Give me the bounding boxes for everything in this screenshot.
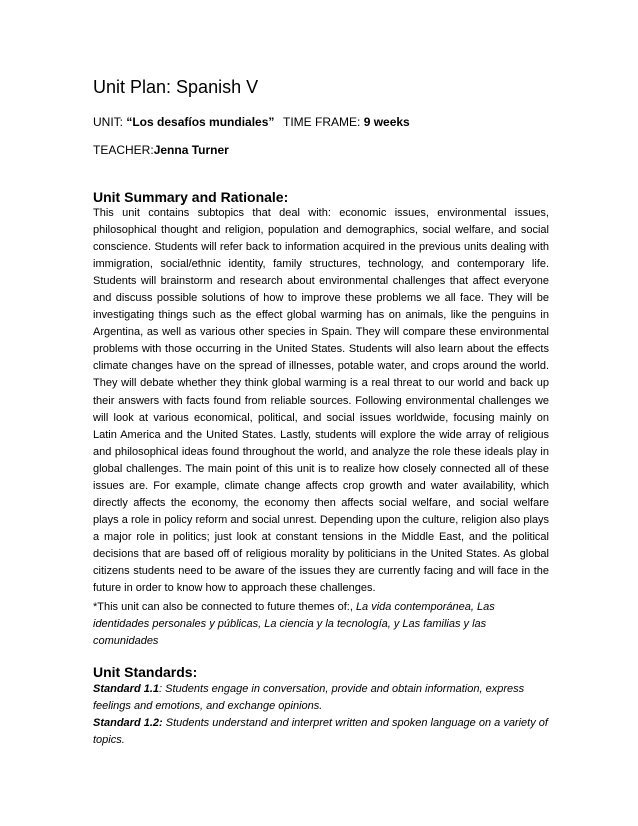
standard-item xyxy=(93,715,549,749)
unit-meta-line xyxy=(93,114,553,130)
standard-text: Students understand and interpret written and spoken language on a variety of topics. xyxy=(93,717,548,746)
timeframe-block xyxy=(283,114,410,130)
summary-heading: Unit Summary and Rationale: xyxy=(93,189,289,205)
standard-label: Standard 1.1 xyxy=(93,683,160,695)
themes-note xyxy=(93,599,549,650)
teacher-label: TEACHER: xyxy=(93,143,154,157)
teacher-line xyxy=(93,142,553,158)
teacher-value: Jenna Turner xyxy=(153,143,229,157)
page-title: Unit Plan: Spanish V xyxy=(93,77,259,97)
unit-value: “Los desafíos mundiales” xyxy=(126,115,275,129)
timeframe-label: TIME FRAME: xyxy=(283,115,361,129)
standard-item xyxy=(93,681,549,715)
themes-note-prefix: *This unit can also be connected to future themes of:, xyxy=(93,601,356,613)
standard-text: : Students engage in conversation, provide and obtain information, express feelings and emotions, and exchange opinions. xyxy=(93,683,525,712)
timeframe-value: 9 weeks xyxy=(363,115,410,129)
standards-heading: Unit Standards: xyxy=(93,664,198,680)
unit-label: UNIT: xyxy=(93,115,123,129)
summary-text: This unit contains subtopics that deal with: economic issues, environmental issues, philosophical thought and religion, population and demographics, social welfare, and social conscience. Students will refer back to information acquired in the previous units dealing with immigration, social/ethnic identity, family structures, technology, and contemporary life. Students will brainstorm and research about environmental challenges that affect everyone and discuss possible solutions of how to improve these problems we all face. They will be investigating things such as the effect global warming has on animals, like the penguins in Argentina, as well as various other species in Spain. They will compare these environmental problems with those occurring in the United States. Students will also learn about the effects climate changes have on the spread of illnesses, potable water, and crops around the world. They will debate whether they think global warming is a real threat to our world and back up their answers with facts found from reliable sources. Following environmental challenges we will look at various economical, political, and social issues worldwide, focusing mainly on Latin America and the United States. Lastly, students will explore the wide array of religious and philosophical ideas found throughout the world, and analyze the role these ideals play in global challenges. The main point of this unit is to realize how closely connected all of these issues are. For example, climate change affects crop growth and water availability, which directly affects the economy, the economy then affects social welfare, and social welfare plays a role in policy reform and social unrest. Depending upon the culture, religion also plays a major role in politics; just look at constant tensions in the Middle East, and the political decisions that are based off of religious morality by politicians in the United States. As global citizens students need to be aware of the issues they are currently facing and will face in the future in order to know how to approach these challenges. xyxy=(93,207,549,595)
standard-label: Standard 1.2: xyxy=(93,717,163,729)
themes-note-list: La vida contemporánea, Las identidades personales y públicas, La ciencia y la tecnología, y Las familias y las comunidades xyxy=(93,601,495,647)
